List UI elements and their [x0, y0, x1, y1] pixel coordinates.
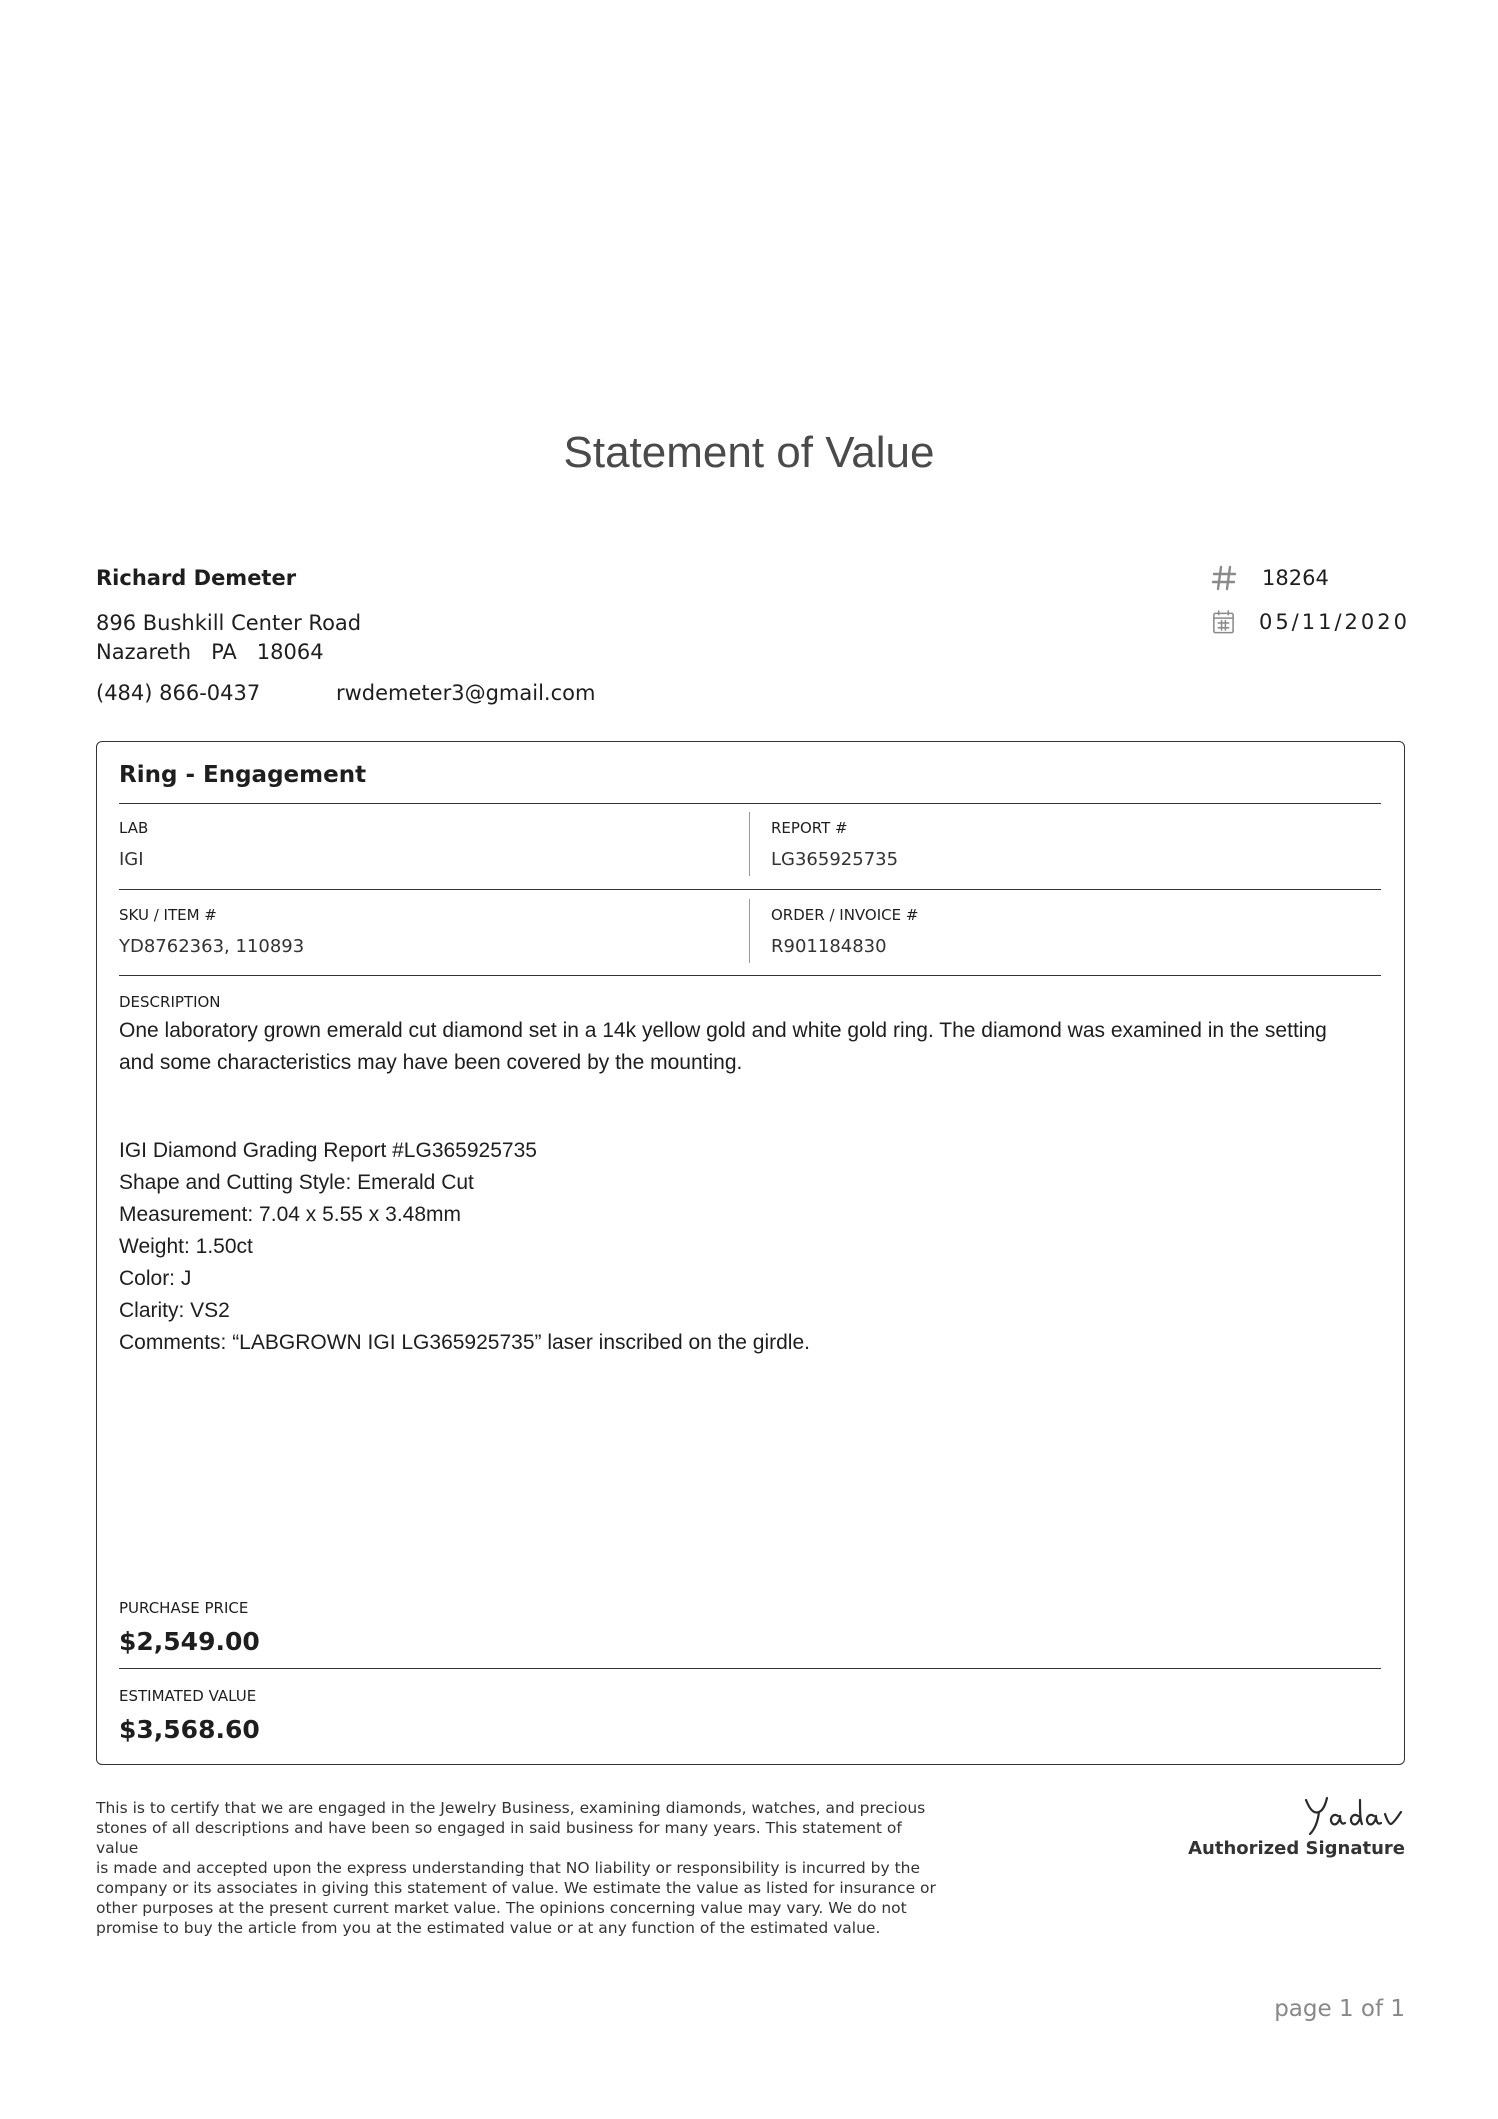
disclaimer — [96, 1798, 946, 1938]
divider — [119, 803, 1381, 804]
detail-line: Comments: “LABGROWN IGI LG365925735” laser inscribed on the girdle. — [119, 1331, 810, 1354]
hash-icon — [1210, 564, 1238, 592]
lab-label: LAB — [119, 819, 149, 837]
description-line: and some characteristics may have been covered by the mounting. — [119, 1051, 743, 1074]
purchase-price-label: PURCHASE PRICE — [119, 1599, 249, 1617]
detail-line: IGI Diamond Grading Report #LG365925735 — [119, 1139, 537, 1162]
order-label: ORDER / INVOICE # — [771, 906, 919, 924]
report-value: LG365925735 — [771, 849, 899, 870]
detail-line: Color: J — [119, 1267, 192, 1290]
order-value: R901184830 — [771, 936, 887, 957]
estimated-value: $3,568.60 — [119, 1715, 260, 1744]
statement-number: 18264 — [1262, 566, 1329, 590]
signature-label: Authorized Signature — [1188, 1838, 1405, 1859]
detail-line: Clarity: VS2 — [119, 1299, 230, 1322]
page-number: page 1 of 1 — [1274, 1996, 1405, 2022]
detail-line: Measurement: 7.04 x 5.55 x 3.48mm — [119, 1203, 461, 1226]
item-card — [96, 741, 1405, 1765]
disclaimer-line: stones of all descriptions and have been so engaged in said business for many years. This statement of value — [96, 1819, 902, 1857]
detail-line: Shape and Cutting Style: Emerald Cut — [119, 1171, 474, 1194]
description-text — [119, 1015, 1381, 1079]
divider — [119, 1668, 1381, 1669]
customer-phone: (484) 866-0437 — [96, 681, 261, 705]
sku-value: YD8762363, 110893 — [119, 936, 305, 957]
disclaimer-line: is made and accepted upon the express understanding that NO liability or responsibility is incurred by the — [96, 1859, 921, 1877]
description-line: One laboratory grown emerald cut diamond set in a 14k yellow gold and white gold ring. The diamond was examined in the setting — [119, 1019, 1327, 1042]
calendar-icon — [1210, 608, 1237, 636]
customer-name: Richard Demeter — [96, 566, 297, 590]
statement-date-row — [1210, 608, 1410, 636]
diamond-details — [119, 1135, 1381, 1359]
description-label: DESCRIPTION — [119, 993, 221, 1011]
divider — [119, 975, 1381, 976]
customer-email[interactable]: rwdemeter3@gmail.com — [336, 681, 596, 705]
item-title: Ring - Engagement — [119, 762, 367, 788]
column-divider — [749, 899, 750, 963]
customer-zip: 18064 — [256, 640, 324, 664]
customer-city: Nazareth — [96, 640, 192, 664]
statement-number-row — [1210, 564, 1410, 592]
purchase-price: $2,549.00 — [119, 1627, 260, 1656]
statement-date: 05/11/2020 — [1258, 610, 1410, 634]
column-divider — [749, 812, 750, 876]
disclaimer-line: promise to buy the article from you at the estimated value or at any function of the estimated value. — [96, 1919, 881, 1937]
signature-image — [1300, 1790, 1408, 1838]
disclaimer-line: other purposes at the present current market value. The opinions concerning value may vary. We do not — [96, 1899, 907, 1917]
divider — [119, 889, 1381, 890]
customer-street: 896 Bushkill Center Road — [96, 611, 362, 635]
estimated-value-label: ESTIMATED VALUE — [119, 1687, 257, 1705]
disclaimer-line: This is to certify that we are engaged in the Jewelry Business, examining diamonds, watches, and precious — [96, 1799, 926, 1817]
disclaimer-line: company or its associates in giving this statement of value. We estimate the value as listed for insurance or — [96, 1879, 936, 1897]
page-title: Statement of Value — [563, 428, 935, 477]
customer-state: PA — [211, 640, 237, 664]
detail-line: Weight: 1.50ct — [119, 1235, 253, 1258]
sku-label: SKU / ITEM # — [119, 906, 217, 924]
customer-city-line — [96, 640, 344, 664]
lab-value: IGI — [119, 849, 144, 870]
report-label: REPORT # — [771, 819, 848, 837]
